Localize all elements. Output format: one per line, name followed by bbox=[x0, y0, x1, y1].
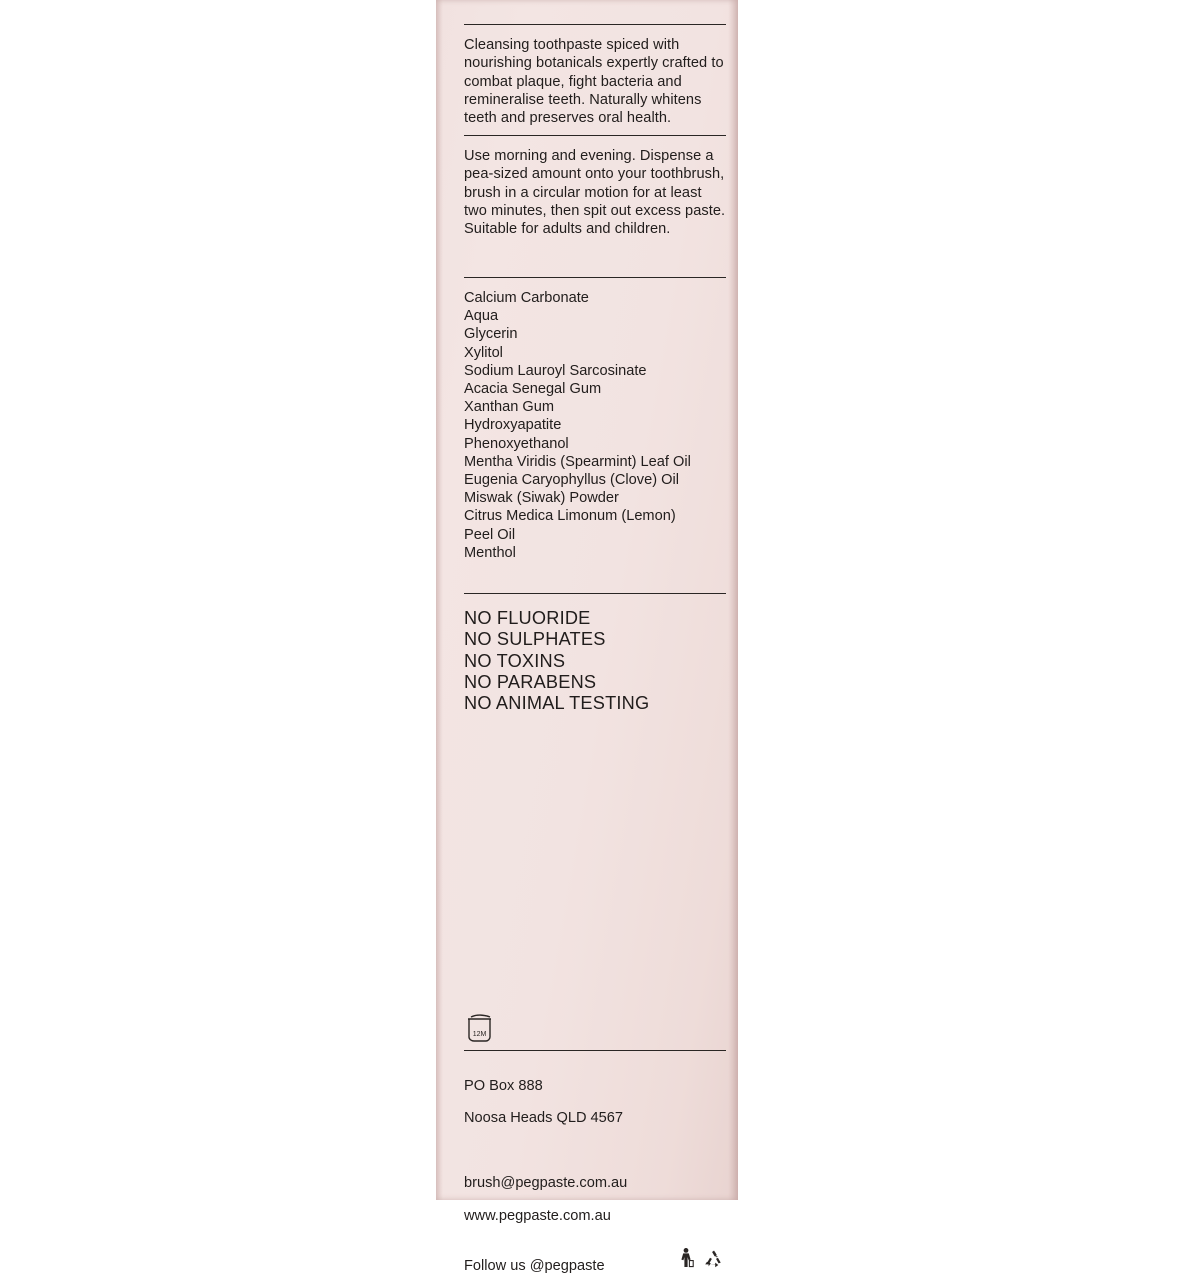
list-item: NO FLUORIDE bbox=[464, 608, 591, 628]
list-item: Peel Oil bbox=[464, 526, 516, 543]
list-item: Xylitol bbox=[464, 344, 503, 361]
list-item: Xanthan Gum bbox=[464, 399, 555, 416]
footer-icon-group bbox=[662, 1246, 724, 1270]
list-item: NO PARABENS bbox=[464, 671, 597, 692]
email-address: brush@pegpaste.com.au bbox=[464, 1174, 628, 1191]
description-section bbox=[464, 24, 726, 127]
list-item: Acacia Senegal Gum bbox=[464, 381, 602, 398]
address-line-1: PO Box 888 bbox=[464, 1077, 543, 1094]
website-url: www.pegpaste.com.au bbox=[464, 1207, 611, 1224]
recycling-icon bbox=[704, 1248, 724, 1268]
list-item: NO SULPHATES bbox=[464, 629, 606, 650]
description-text: Cleansing toothpaste spiced with nourishing botanicals expertly crafted to combat plaque, fight bacteria and remineralise teeth. Naturally whitens teeth and preserves oral health. bbox=[464, 37, 724, 127]
list-item: Sodium Lauroyl Sarcosinate bbox=[464, 362, 647, 379]
ingredients-section bbox=[464, 277, 726, 562]
list-item: Glycerin bbox=[464, 326, 518, 343]
toothpaste-carton-panel bbox=[436, 0, 738, 1275]
social-handle: Follow us @pegpaste bbox=[464, 1258, 605, 1275]
list-item: Hydroxyapatite bbox=[464, 417, 562, 434]
directions-text: Use morning and evening. Dispense a pea-sized amount onto your toothbrush, brush in a circular motion for at least two minutes, then spit out excess paste. Suitable for adults and children. bbox=[464, 148, 726, 238]
list-item: Menthol bbox=[464, 544, 516, 561]
free-from-list bbox=[464, 594, 726, 714]
list-item: NO TOXINS bbox=[464, 650, 566, 671]
description-text-block bbox=[464, 25, 726, 127]
free-from-section bbox=[464, 593, 726, 714]
list-item: Mentha Viridis (Spearmint) Leaf Oil bbox=[464, 453, 691, 470]
period-after-opening-icon bbox=[465, 1012, 495, 1044]
list-item: NO ANIMAL TESTING bbox=[464, 693, 650, 714]
directions-text-block bbox=[464, 136, 726, 238]
ingredients-list bbox=[464, 278, 726, 562]
list-item: Miswak (Siwak) Powder bbox=[464, 490, 619, 507]
postal-address bbox=[464, 1051, 726, 1128]
address-line-2: Noosa Heads QLD 4567 bbox=[464, 1110, 624, 1127]
carton-printed-content bbox=[464, 0, 726, 1275]
list-item: Calcium Carbonate bbox=[464, 290, 589, 306]
contact-details bbox=[464, 1142, 726, 1225]
footer-section bbox=[464, 1050, 726, 1276]
list-item: Phenoxyethanol bbox=[464, 435, 569, 452]
pao-duration-label: 12M bbox=[472, 1031, 487, 1038]
tidyman-icon bbox=[677, 1247, 695, 1268]
list-item: Eugenia Caryophyllus (Clove) Oil bbox=[464, 472, 679, 489]
directions-section bbox=[464, 135, 726, 238]
list-item: Citrus Medica Limonum (Lemon) bbox=[464, 508, 676, 525]
list-item: Aqua bbox=[464, 308, 499, 325]
